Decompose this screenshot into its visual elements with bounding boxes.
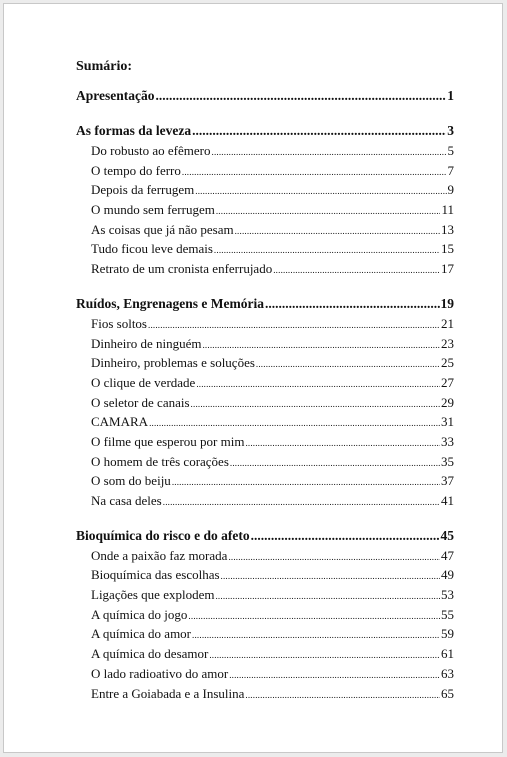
dot-leader [209, 644, 440, 666]
dot-leader [273, 259, 440, 281]
dot-leader [215, 585, 440, 607]
toc-entry[interactable] [76, 664, 454, 684]
toc-chapter-page-number: 3 [447, 123, 454, 138]
toc-entry-title: As coisas que já não pesam [91, 221, 234, 237]
toc-entry-page-number: 17 [441, 261, 454, 277]
toc-chapter-title: Bioquímica do risco e do afeto [76, 527, 250, 543]
dot-leader [212, 141, 447, 163]
toc-entry-title: Tudo ficou leve demais [91, 241, 213, 257]
dot-leader [230, 452, 440, 474]
toc-chapter-title: Ruídos, Engrenagens e Memória [76, 295, 264, 311]
document-page [3, 3, 503, 753]
toc-entry-title: Do robusto ao efêmero [91, 143, 211, 158]
toc-entry-title: Retrato de um cronista enferrujado [91, 261, 273, 277]
toc-entry-title: Entre a Goiabada e a Insulina [91, 685, 245, 701]
toc-chapter-page-number: 1 [447, 88, 454, 103]
toc-entry-title: Dinheiro de ninguém [91, 335, 202, 351]
toc-entry-title: A química do desamor [91, 646, 209, 662]
toc-entry-title: A química do amor [91, 626, 192, 642]
toc-title: Sumário: [76, 59, 132, 74]
dot-leader [235, 220, 440, 242]
dot-leader [148, 314, 440, 336]
toc-entry-title: Onde a paixão faz morada [91, 547, 228, 563]
dot-leader [182, 161, 447, 183]
toc-chapter-title: Apresentação [76, 88, 155, 103]
dot-leader [214, 239, 440, 261]
toc-entry-page-number: 33 [441, 433, 454, 449]
toc-chapter[interactable] [76, 85, 454, 106]
dot-leader [229, 664, 440, 686]
toc-entry-page-number: 35 [441, 453, 454, 469]
toc-entry-page-number: 9 [447, 182, 454, 198]
toc-entry[interactable] [76, 412, 454, 432]
toc-entry-page-number: 55 [441, 606, 454, 622]
toc-entry-title: O tempo do ferro [91, 162, 181, 178]
toc-section [76, 293, 454, 511]
toc-entry[interactable] [76, 200, 454, 220]
dot-leader [191, 393, 440, 415]
toc-section [76, 85, 454, 106]
dot-leader [221, 565, 440, 587]
toc-entry[interactable] [76, 432, 454, 452]
dot-leader [192, 624, 440, 646]
dot-leader [188, 605, 440, 627]
toc-entry-page-number: 21 [441, 315, 454, 331]
toc-chapter[interactable] [76, 525, 454, 546]
toc-entry[interactable] [76, 565, 454, 585]
dot-leader [163, 491, 440, 513]
toc-entry-page-number: 37 [441, 473, 454, 489]
dot-leader [156, 85, 447, 106]
toc-entry-title: O som do beiju [91, 473, 171, 489]
toc-entry-title: O filme que esperou por mim [91, 433, 245, 449]
toc-section [76, 525, 454, 704]
table-of-contents [76, 85, 454, 717]
toc-entry-page-number: 47 [441, 547, 454, 563]
toc-entry[interactable] [76, 141, 454, 161]
toc-entry[interactable] [76, 393, 454, 413]
toc-entry[interactable] [76, 259, 454, 279]
toc-entry[interactable] [76, 220, 454, 240]
toc-entry-page-number: 7 [447, 162, 454, 178]
dot-leader [202, 334, 440, 356]
toc-chapter[interactable] [76, 293, 454, 314]
toc-entry[interactable] [76, 644, 454, 664]
toc-entry-page-number: 27 [441, 374, 454, 390]
toc-chapter-page-number: 19 [440, 295, 454, 311]
toc-entry-page-number: 65 [441, 685, 454, 701]
toc-entry[interactable] [76, 334, 454, 354]
toc-entry[interactable] [76, 585, 454, 605]
toc-entry-page-number: 59 [441, 626, 454, 642]
toc-entry-page-number: 23 [441, 335, 454, 351]
toc-entry[interactable] [76, 471, 454, 491]
toc-entry[interactable] [76, 605, 454, 625]
toc-entry-page-number: 15 [441, 241, 454, 257]
toc-entry-title: Dinheiro, problemas e soluções [91, 355, 255, 371]
toc-entry[interactable] [76, 491, 454, 511]
toc-entry-page-number: 5 [447, 143, 454, 158]
toc-chapter-title: As formas da leveza [76, 123, 192, 138]
toc-entry-page-number: 63 [441, 665, 454, 681]
toc-entry-title: A química do jogo [91, 606, 188, 622]
dot-leader [228, 546, 440, 568]
toc-entry[interactable] [76, 314, 454, 334]
dot-leader [149, 412, 440, 434]
toc-entry-title: O homem de três corações [91, 453, 229, 469]
dot-leader [216, 200, 441, 222]
dot-leader [172, 471, 440, 493]
dot-leader [195, 180, 446, 202]
toc-entry[interactable] [76, 180, 454, 200]
toc-entry-title: Ligações que explodem [91, 587, 215, 603]
dot-leader [245, 432, 440, 454]
toc-entry-title: O mundo sem ferrugem [91, 202, 215, 218]
toc-entry-page-number: 53 [441, 587, 454, 603]
toc-entry[interactable] [76, 239, 454, 259]
toc-entry[interactable] [76, 684, 454, 704]
toc-entry[interactable] [76, 452, 454, 472]
toc-section [76, 120, 454, 279]
toc-chapter[interactable] [76, 120, 454, 141]
toc-entry-title: O clique de verdade [91, 374, 196, 390]
toc-entry-title: CAMARA [91, 414, 149, 430]
toc-entry-page-number: 61 [441, 646, 454, 662]
dot-leader [265, 293, 440, 314]
toc-entry[interactable] [76, 373, 454, 393]
toc-entry-title: Fios soltos [91, 315, 147, 331]
toc-entry[interactable] [76, 353, 454, 373]
toc-entry-page-number: 25 [441, 355, 454, 371]
toc-entry[interactable] [76, 624, 454, 644]
toc-entry-title: O lado radioativo do amor [91, 665, 229, 681]
dot-leader [251, 525, 440, 546]
toc-entry[interactable] [76, 546, 454, 566]
dot-leader [256, 353, 440, 375]
toc-entry-page-number: 41 [441, 493, 454, 508]
toc-entry-page-number: 31 [441, 414, 454, 430]
toc-entry-page-number: 11 [441, 202, 454, 218]
dot-leader [245, 684, 440, 706]
toc-chapter-page-number: 45 [440, 527, 454, 543]
toc-entry-page-number: 29 [441, 394, 454, 410]
toc-entry-title: Na casa deles [91, 493, 162, 508]
dot-leader [192, 120, 446, 141]
dot-leader [196, 373, 440, 395]
toc-entry-page-number: 13 [441, 221, 454, 237]
toc-entry[interactable] [76, 161, 454, 181]
toc-entry-title: O seletor de canais [91, 394, 190, 410]
toc-entry-page-number: 49 [441, 567, 454, 583]
toc-entry-title: Bioquímica das escolhas [91, 567, 220, 583]
toc-entry-title: Depois da ferrugem [91, 182, 195, 198]
